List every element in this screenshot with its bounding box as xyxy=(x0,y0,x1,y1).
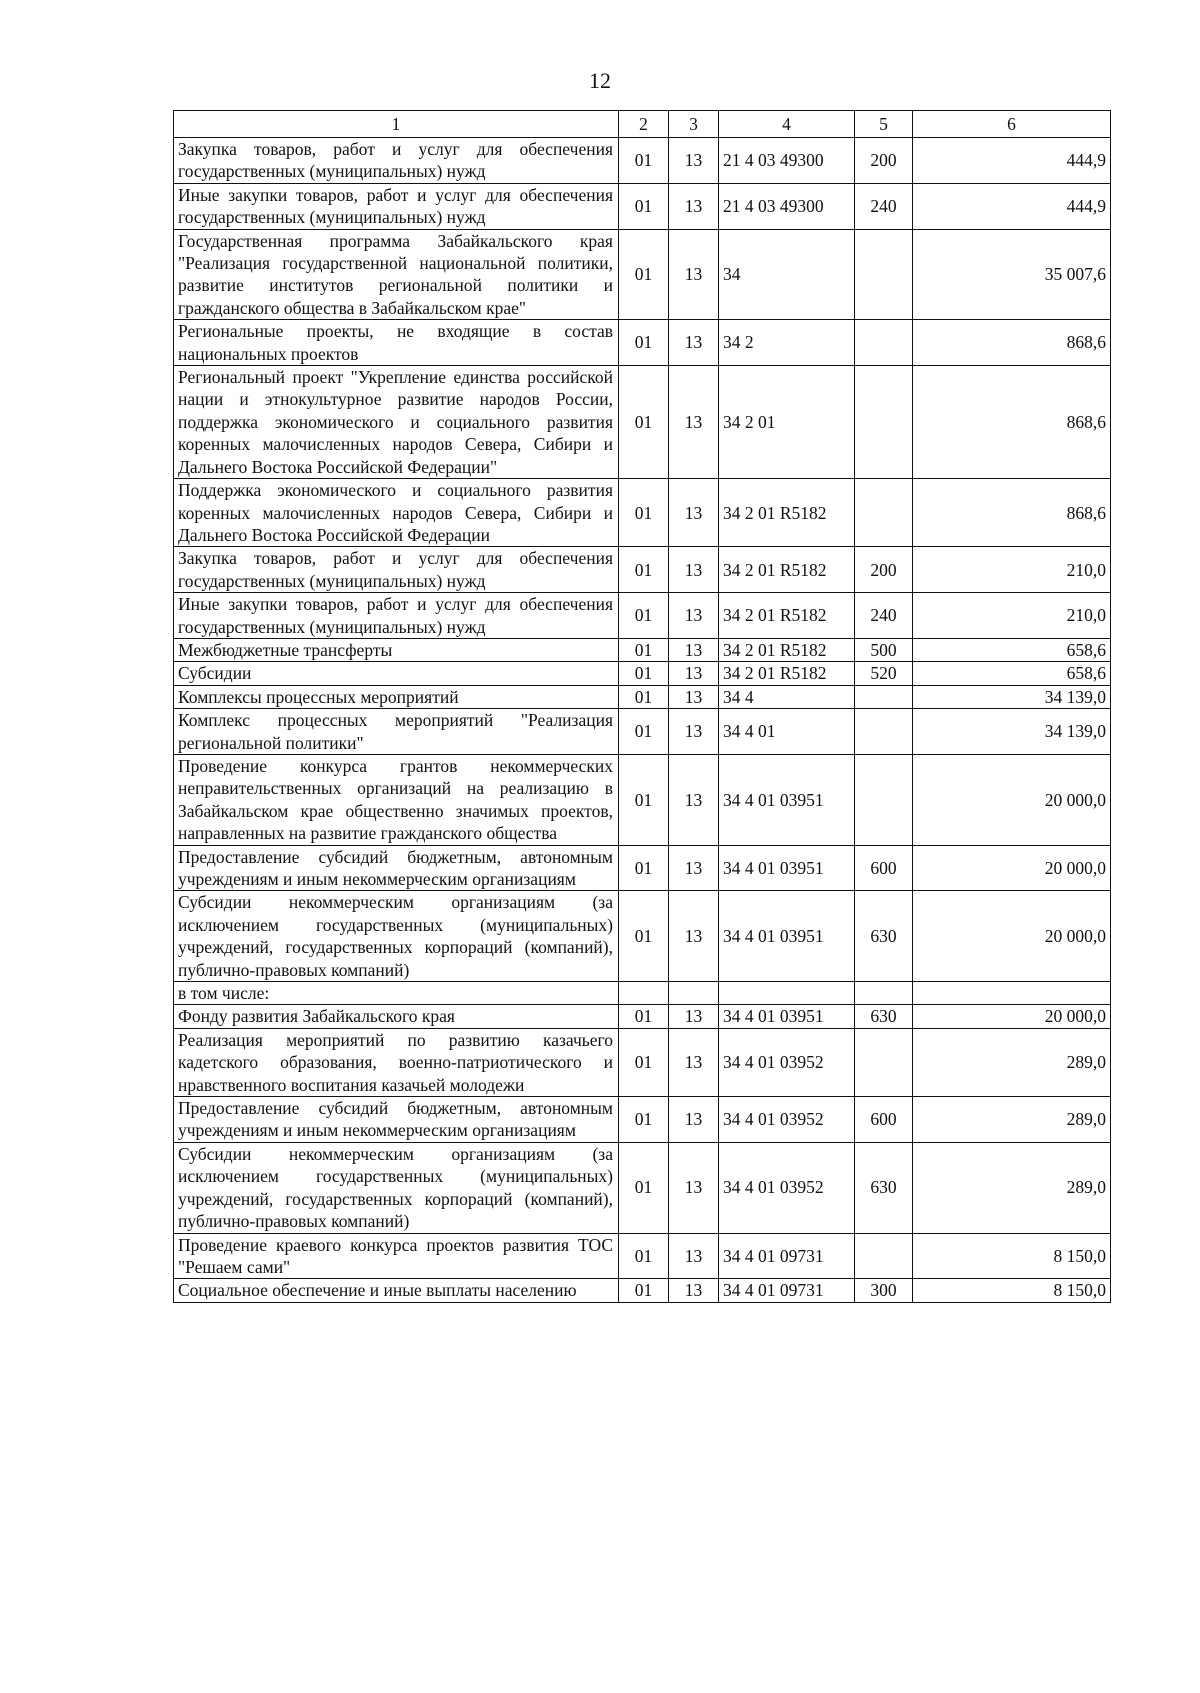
row-type-cell xyxy=(855,754,913,845)
table-row xyxy=(174,183,1111,229)
row-subsection-cell: 13 xyxy=(669,845,719,891)
row-amount-cell: 868,6 xyxy=(913,320,1111,366)
row-name-cell: Иные закупки товаров, работ и услуг для обеспечения государственных (муниципальных) нужд xyxy=(174,593,619,639)
row-section-cell: 01 xyxy=(619,1097,669,1143)
row-name-cell: Проведение краевого конкурса проектов развития ТОС "Решаем сами" xyxy=(174,1233,619,1279)
row-name-cell: Фонду развития Забайкальского края xyxy=(174,1005,619,1028)
row-type-cell xyxy=(855,1233,913,1279)
table-row xyxy=(174,479,1111,547)
row-amount-cell: 8 150,0 xyxy=(913,1233,1111,1279)
row-subsection-cell: 13 xyxy=(669,366,719,479)
row-code-cell: 34 2 01 R5182 xyxy=(719,593,855,639)
table-row xyxy=(174,685,1111,708)
row-code-cell: 34 2 01 R5182 xyxy=(719,479,855,547)
row-subsection-cell: 13 xyxy=(669,1233,719,1279)
table-row xyxy=(174,138,1111,184)
row-subsection-cell: 13 xyxy=(669,1028,719,1096)
row-name-cell: Субсидии некоммерческим организациям (за исключением государственных (муниципальных) учреждений, государственных корпораций (компаний), публично-правовых компаний) xyxy=(174,891,619,982)
row-section-cell: 01 xyxy=(619,662,669,685)
column-header: 2 xyxy=(619,111,669,138)
row-subsection-cell: 13 xyxy=(669,638,719,661)
row-code-cell: 34 4 01 03951 xyxy=(719,891,855,982)
row-name-cell: Закупка товаров, работ и услуг для обеспечения государственных (муниципальных) нужд xyxy=(174,547,619,593)
row-section-cell: 01 xyxy=(619,1233,669,1279)
table-row xyxy=(174,320,1111,366)
row-name-cell: Поддержка экономического и социального развития коренных малочисленных народов Севера, Сибири и Дальнего Востока Российской Федерации xyxy=(174,479,619,547)
row-section-cell: 01 xyxy=(619,138,669,184)
table-row xyxy=(174,709,1111,755)
row-section-cell: 01 xyxy=(619,1028,669,1096)
row-type-cell xyxy=(855,982,913,1005)
row-amount-cell: 20 000,0 xyxy=(913,891,1111,982)
row-type-cell: 630 xyxy=(855,1142,913,1233)
row-name-cell: Государственная программа Забайкальского края "Реализация государственной национальной политики, развитие институтов региональной политики и гражданского общества в Забайкальском крае" xyxy=(174,229,619,320)
table-row xyxy=(174,229,1111,320)
row-section-cell: 01 xyxy=(619,183,669,229)
table-row xyxy=(174,1097,1111,1143)
row-code-cell: 21 4 03 49300 xyxy=(719,138,855,184)
row-code-cell: 34 2 01 R5182 xyxy=(719,662,855,685)
column-header: 5 xyxy=(855,111,913,138)
page-number: 12 xyxy=(589,68,611,93)
row-type-cell: 630 xyxy=(855,891,913,982)
row-code-cell: 34 4 xyxy=(719,685,855,708)
row-code-cell: 34 4 01 09731 xyxy=(719,1279,855,1302)
row-name-cell: Региональные проекты, не входящие в состав национальных проектов xyxy=(174,320,619,366)
row-section-cell: 01 xyxy=(619,891,669,982)
row-amount-cell: 210,0 xyxy=(913,593,1111,639)
column-header: 4 xyxy=(719,111,855,138)
row-code-cell: 34 4 01 03952 xyxy=(719,1142,855,1233)
row-amount-cell: 289,0 xyxy=(913,1028,1111,1096)
row-code-cell: 34 4 01 03952 xyxy=(719,1028,855,1096)
row-code-cell: 34 2 01 xyxy=(719,366,855,479)
table-row xyxy=(174,982,1111,1005)
row-name-cell: Комплексы процессных мероприятий xyxy=(174,685,619,708)
row-name-cell: Комплекс процессных мероприятий "Реализация региональной политики" xyxy=(174,709,619,755)
row-name-cell: Иные закупки товаров, работ и услуг для обеспечения государственных (муниципальных) нужд xyxy=(174,183,619,229)
row-amount-cell: 20 000,0 xyxy=(913,1005,1111,1028)
column-header: 1 xyxy=(174,111,619,138)
row-code-cell xyxy=(719,982,855,1005)
row-section-cell xyxy=(619,982,669,1005)
row-type-cell: 240 xyxy=(855,593,913,639)
row-code-cell: 34 2 01 R5182 xyxy=(719,547,855,593)
row-section-cell: 01 xyxy=(619,845,669,891)
row-type-cell xyxy=(855,685,913,708)
row-code-cell: 34 4 01 03952 xyxy=(719,1097,855,1143)
table-header-row xyxy=(174,111,1111,138)
row-type-cell xyxy=(855,479,913,547)
row-name-cell: Субсидии некоммерческим организациям (за исключением государственных (муниципальных) учреждений, государственных корпораций (компаний), публично-правовых компаний) xyxy=(174,1142,619,1233)
row-amount-cell: 444,9 xyxy=(913,183,1111,229)
row-type-cell: 240 xyxy=(855,183,913,229)
row-name-cell: Межбюджетные трансферты xyxy=(174,638,619,661)
row-name-cell: Социальное обеспечение и иные выплаты населению xyxy=(174,1279,619,1302)
row-type-cell: 600 xyxy=(855,1097,913,1143)
row-subsection-cell: 13 xyxy=(669,662,719,685)
table-row xyxy=(174,662,1111,685)
row-section-cell: 01 xyxy=(619,547,669,593)
row-name-cell: Проведение конкурса грантов некоммерческих неправительственных организаций на реализацию в Забайкальском крае общественно значимых проектов, направленных на развитие гражданского общества xyxy=(174,754,619,845)
row-subsection-cell: 13 xyxy=(669,1005,719,1028)
row-subsection-cell: 13 xyxy=(669,479,719,547)
row-code-cell: 34 2 01 R5182 xyxy=(719,638,855,661)
row-code-cell: 34 4 01 xyxy=(719,709,855,755)
column-header: 3 xyxy=(669,111,719,138)
row-type-cell xyxy=(855,1028,913,1096)
row-name-cell: Закупка товаров, работ и услуг для обеспечения государственных (муниципальных) нужд xyxy=(174,138,619,184)
row-amount-cell: 34 139,0 xyxy=(913,709,1111,755)
row-type-cell: 300 xyxy=(855,1279,913,1302)
row-code-cell: 34 xyxy=(719,229,855,320)
row-section-cell: 01 xyxy=(619,479,669,547)
row-section-cell: 01 xyxy=(619,229,669,320)
row-amount-cell: 20 000,0 xyxy=(913,845,1111,891)
row-amount-cell: 8 150,0 xyxy=(913,1279,1111,1302)
row-name-cell: Предоставление субсидий бюджетным, автономным учреждениям и иным некоммерческим организациям xyxy=(174,1097,619,1143)
table-row xyxy=(174,366,1111,479)
table-row xyxy=(174,593,1111,639)
table-row xyxy=(174,1005,1111,1028)
row-amount-cell: 444,9 xyxy=(913,138,1111,184)
row-subsection-cell: 13 xyxy=(669,229,719,320)
row-section-cell: 01 xyxy=(619,593,669,639)
row-amount-cell: 868,6 xyxy=(913,479,1111,547)
row-amount-cell: 289,0 xyxy=(913,1097,1111,1143)
row-name-cell: Предоставление субсидий бюджетным, автономным учреждениям и иным некоммерческим организациям xyxy=(174,845,619,891)
row-name-cell: в том числе: xyxy=(174,982,619,1005)
row-type-cell: 630 xyxy=(855,1005,913,1028)
row-type-cell: 500 xyxy=(855,638,913,661)
row-section-cell: 01 xyxy=(619,366,669,479)
row-amount-cell: 868,6 xyxy=(913,366,1111,479)
table-row xyxy=(174,547,1111,593)
table-row xyxy=(174,1279,1111,1302)
row-amount-cell: 658,6 xyxy=(913,638,1111,661)
row-section-cell: 01 xyxy=(619,1142,669,1233)
row-code-cell: 34 4 01 03951 xyxy=(719,1005,855,1028)
row-subsection-cell: 13 xyxy=(669,754,719,845)
row-name-cell: Субсидии xyxy=(174,662,619,685)
row-amount-cell: 210,0 xyxy=(913,547,1111,593)
row-subsection-cell: 13 xyxy=(669,1279,719,1302)
row-type-cell xyxy=(855,709,913,755)
table-row xyxy=(174,1028,1111,1096)
row-section-cell: 01 xyxy=(619,320,669,366)
row-subsection-cell: 13 xyxy=(669,685,719,708)
row-amount-cell xyxy=(913,982,1111,1005)
row-type-cell: 200 xyxy=(855,547,913,593)
table-row xyxy=(174,1233,1111,1279)
row-amount-cell: 289,0 xyxy=(913,1142,1111,1233)
row-amount-cell: 20 000,0 xyxy=(913,754,1111,845)
row-subsection-cell: 13 xyxy=(669,1142,719,1233)
table-row xyxy=(174,891,1111,982)
row-type-cell xyxy=(855,320,913,366)
table-row xyxy=(174,1142,1111,1233)
row-subsection-cell: 13 xyxy=(669,547,719,593)
row-subsection-cell: 13 xyxy=(669,891,719,982)
row-subsection-cell: 13 xyxy=(669,183,719,229)
row-type-cell: 200 xyxy=(855,138,913,184)
table-row xyxy=(174,638,1111,661)
table-row xyxy=(174,754,1111,845)
row-section-cell: 01 xyxy=(619,638,669,661)
row-type-cell xyxy=(855,366,913,479)
row-subsection-cell: 13 xyxy=(669,320,719,366)
row-name-cell: Реализация мероприятий по развитию казачьего кадетского образования, военно-патриотического и нравственного воспитания казачьей молодежи xyxy=(174,1028,619,1096)
row-type-cell: 600 xyxy=(855,845,913,891)
row-subsection-cell: 13 xyxy=(669,593,719,639)
table-row xyxy=(174,845,1111,891)
row-section-cell: 01 xyxy=(619,754,669,845)
row-section-cell: 01 xyxy=(619,685,669,708)
row-section-cell: 01 xyxy=(619,1279,669,1302)
row-amount-cell: 35 007,6 xyxy=(913,229,1111,320)
row-code-cell: 21 4 03 49300 xyxy=(719,183,855,229)
row-section-cell: 01 xyxy=(619,709,669,755)
row-code-cell: 34 4 01 03951 xyxy=(719,845,855,891)
row-name-cell: Региональный проект "Укрепление единства российской нации и этнокультурное развитие народов России, поддержка экономического и социального развития коренных малочисленных народов Севера, Сибири и Дальнего Востока Российской Федерации" xyxy=(174,366,619,479)
row-section-cell: 01 xyxy=(619,1005,669,1028)
row-subsection-cell: 13 xyxy=(669,709,719,755)
row-subsection-cell xyxy=(669,982,719,1005)
budget-table xyxy=(173,110,1111,1303)
row-amount-cell: 658,6 xyxy=(913,662,1111,685)
row-code-cell: 34 4 01 03951 xyxy=(719,754,855,845)
row-code-cell: 34 4 01 09731 xyxy=(719,1233,855,1279)
column-header: 6 xyxy=(913,111,1111,138)
row-type-cell xyxy=(855,229,913,320)
row-type-cell: 520 xyxy=(855,662,913,685)
row-subsection-cell: 13 xyxy=(669,1097,719,1143)
row-subsection-cell: 13 xyxy=(669,138,719,184)
row-code-cell: 34 2 xyxy=(719,320,855,366)
row-amount-cell: 34 139,0 xyxy=(913,685,1111,708)
